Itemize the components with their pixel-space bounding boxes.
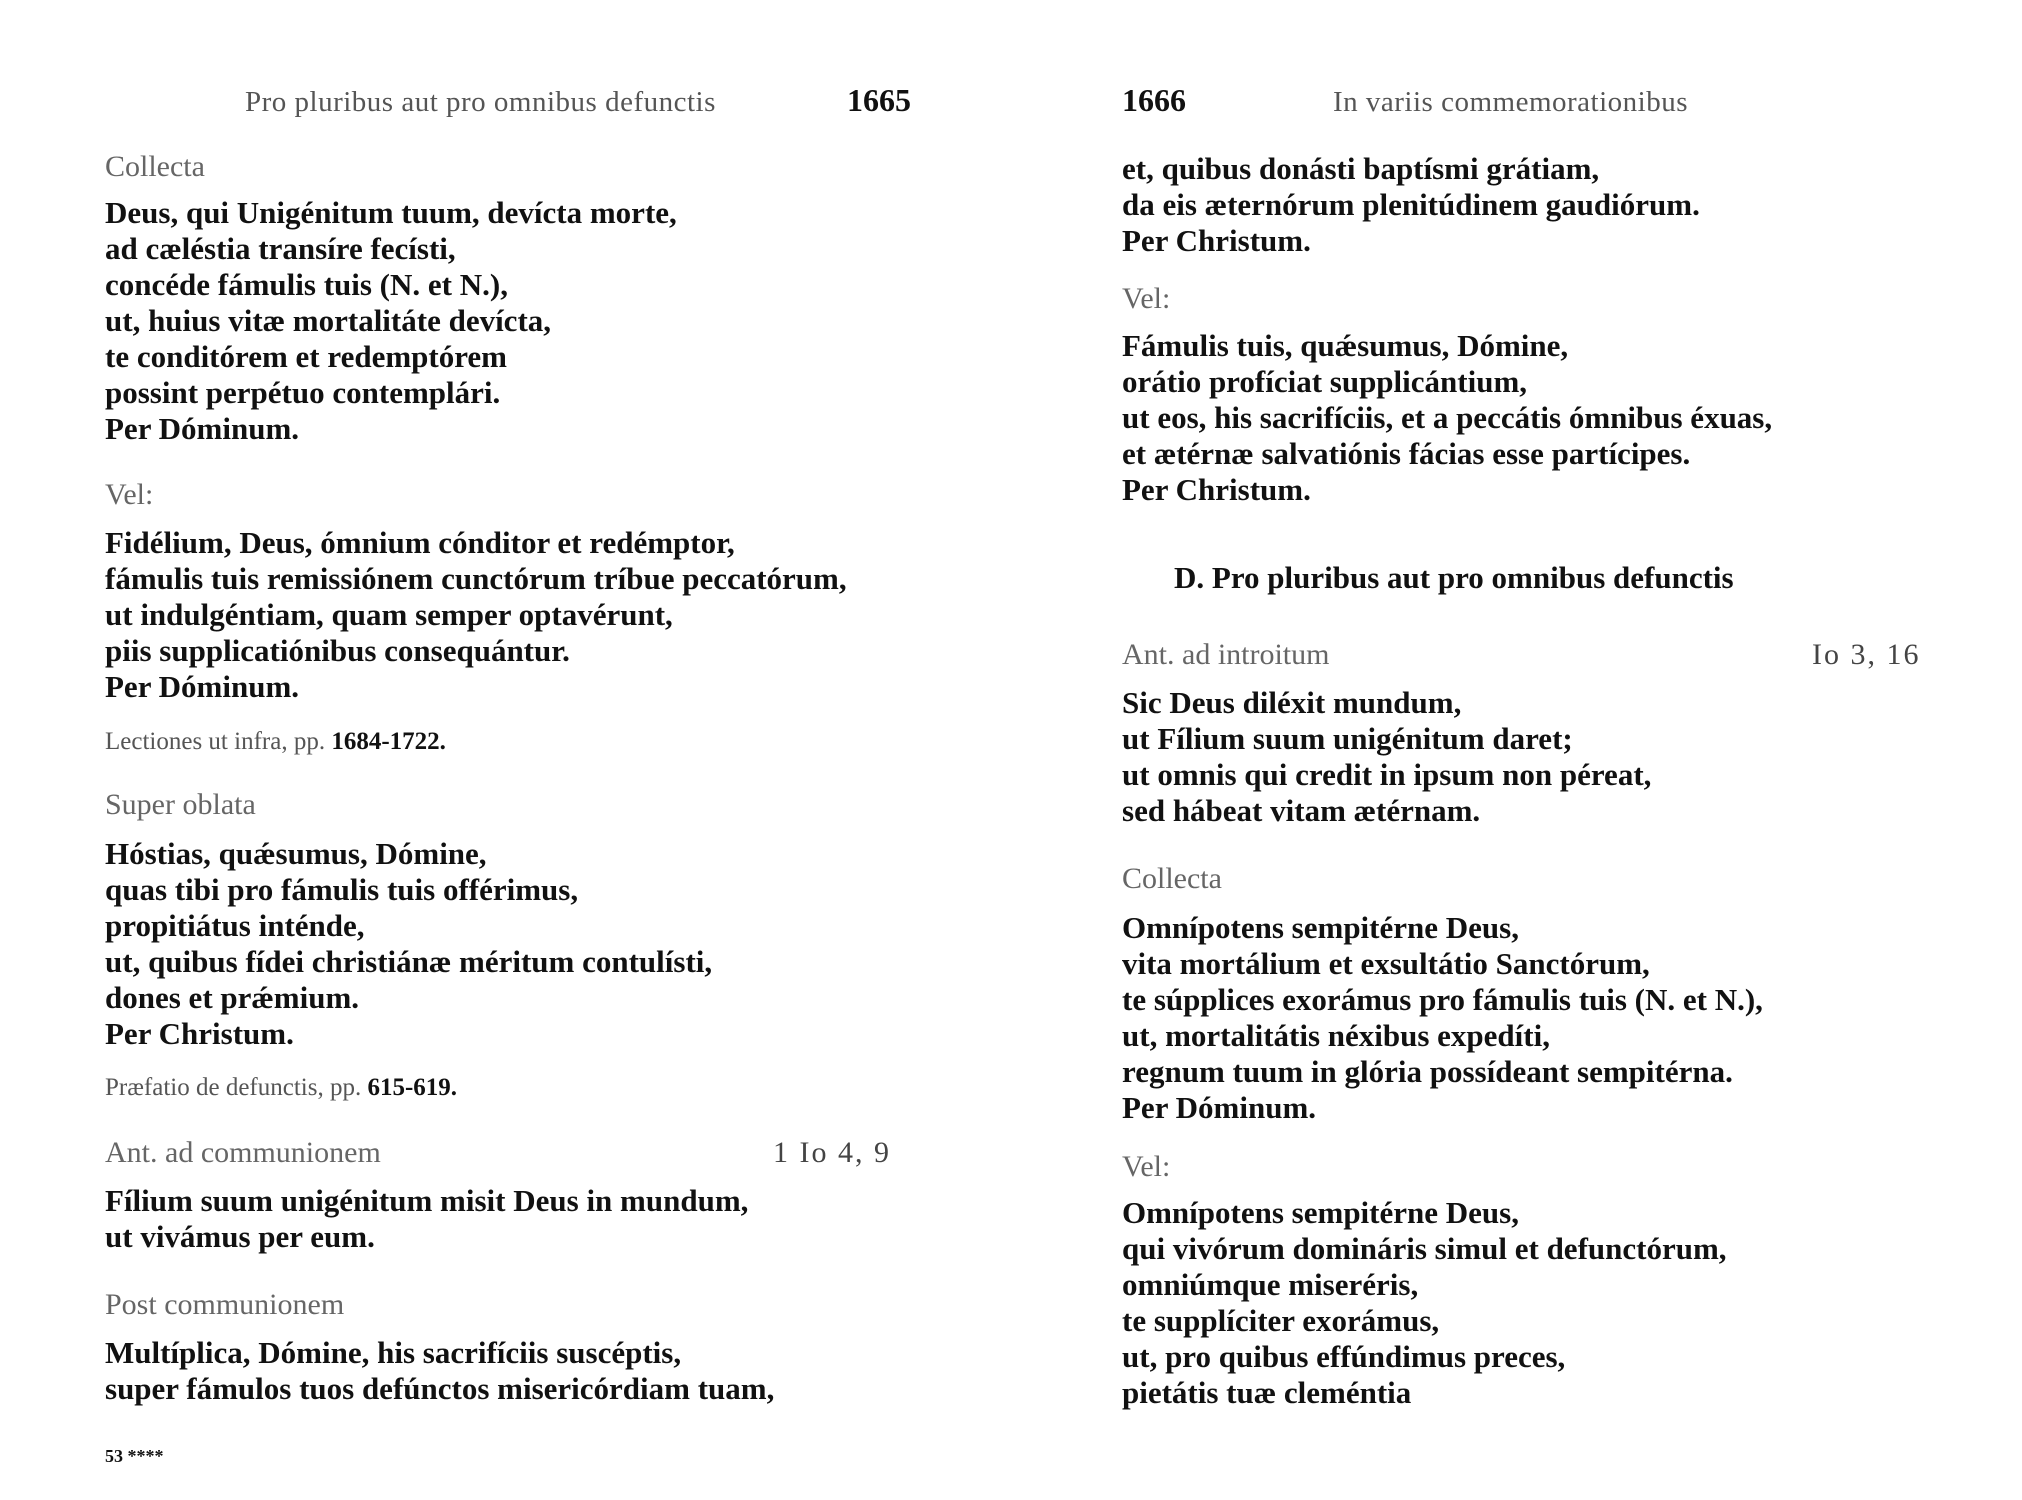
- text-line: omniúmque miseréris,: [1122, 1267, 1419, 1302]
- text-line: possint perpétuo contemplári.: [105, 375, 501, 410]
- text-line: da eis æternórum plenitúdinem gaudiórum.: [1122, 187, 1700, 222]
- vel-text: [105, 525, 847, 705]
- communio-text: [105, 1183, 748, 1255]
- text-line: qui vivórum domináris simul et defunctórum,: [1122, 1231, 1727, 1266]
- text-line: Hóstias, quǽsumus, Dómine,: [105, 836, 487, 871]
- rubric-pages: 615-619.: [367, 1074, 458, 1101]
- text-line: Omnípotens sempitérne Deus,: [1122, 910, 1519, 945]
- text-line: Per Christum.: [105, 1016, 294, 1051]
- text-line: Sic Deus diléxit mundum,: [1122, 685, 1462, 720]
- text-line: Fidélium, Deus, ómnium cónditor et redémptor,: [105, 525, 735, 560]
- text-line: sed hábeat vitam ætérnam.: [1122, 793, 1481, 828]
- lectiones-rubric: [105, 728, 446, 756]
- text-line: pietátis tuæ cleméntia: [1122, 1375, 1412, 1410]
- text-line: super fámulos tuos defúnctos misericórdiam tuam,: [105, 1371, 775, 1406]
- rubric-text: Lectiones ut infra, pp.: [105, 728, 326, 755]
- page-number: 1666: [1122, 82, 1186, 118]
- text-line: Multíplica, Dómine, his sacrifíciis suscéptis,: [105, 1335, 682, 1370]
- text-line: dones et prǽmium.: [105, 980, 360, 1015]
- collecta-text: [105, 195, 677, 447]
- post-communionem-label: Post communionem: [105, 1288, 345, 1321]
- post-communionem-text: [105, 1335, 774, 1407]
- communio-reference: 1 Io 4, 9: [773, 1136, 891, 1169]
- page-number: 1665: [847, 82, 911, 118]
- communio-label: Ant. ad communionem: [105, 1136, 381, 1169]
- text-line: te supplíciter exorámus,: [1122, 1303, 1440, 1338]
- running-head: In variis commemorationibus: [1333, 86, 1688, 118]
- text-line: Per Dóminum.: [105, 411, 300, 446]
- text-line: te súpplices exorámus pro fámulis tuis (N. et N.),: [1122, 982, 1763, 1017]
- text-line: Omnípotens sempitérne Deus,: [1122, 1195, 1519, 1230]
- text-line: et, quibus donásti baptísmi grátiam,: [1122, 151, 1600, 186]
- text-line: Per Dóminum.: [105, 669, 300, 704]
- text-line: orátio profíciat supplicántium,: [1122, 364, 1528, 399]
- introitus-text: [1122, 685, 1651, 829]
- super-oblata-text: [105, 836, 712, 1052]
- vel-text: [1122, 328, 1772, 508]
- text-line: vita mortálium et exsultátio Sanctórum,: [1122, 946, 1650, 981]
- vel-label: Vel:: [1122, 282, 1171, 315]
- rubric-pages: 1684-1722.: [331, 728, 446, 755]
- introitus-reference: Io 3, 16: [1812, 638, 1921, 671]
- text-line: te conditórem et redemptórem: [105, 339, 508, 374]
- collecta-label: Collecta: [1122, 862, 1222, 895]
- collecta-text: [1122, 910, 1763, 1126]
- text-line: ut omnis qui credit in ipsum non péreat,: [1122, 757, 1652, 792]
- text-line: et ætérnæ salvatiónis fácias esse partícipes.: [1122, 436, 1691, 471]
- text-line: fámulis tuis remissiónem cunctórum tríbue peccatórum,: [105, 561, 847, 596]
- rubric-text: Præfatio de defunctis, pp.: [105, 1074, 362, 1101]
- text-line: Per Dóminum.: [1122, 1090, 1317, 1125]
- continued-text: [1122, 151, 1700, 259]
- text-line: ut indulgéntiam, quam semper optavérunt,: [105, 597, 673, 632]
- text-line: regnum tuum in glória possídeant sempitérna.: [1122, 1054, 1733, 1089]
- praefatio-rubric: [105, 1074, 457, 1102]
- text-line: propitiátus inténde,: [105, 908, 365, 943]
- running-head: Pro pluribus aut pro omnibus defunctis: [245, 86, 716, 118]
- text-line: Deus, qui Unigénitum tuum, devícta morte,: [105, 195, 677, 230]
- vel-text: [1122, 1195, 1727, 1411]
- text-line: quas tibi pro fámulis tuis offérimus,: [105, 872, 579, 907]
- text-line: Fámulis tuis, quǽsumus, Dómine,: [1122, 328, 1569, 363]
- text-line: ut, pro quibus effúndimus preces,: [1122, 1339, 1566, 1374]
- text-line: concéde fámulis tuis (N. et N.),: [105, 267, 508, 302]
- text-line: Fílium suum unigénitum misit Deus in mundum,: [105, 1183, 749, 1218]
- vel-label: Vel:: [1122, 1150, 1171, 1183]
- vel-label: Vel:: [105, 478, 154, 511]
- text-line: ad cæléstia transíre fecísti,: [105, 231, 456, 266]
- text-line: piis supplicatiónibus consequántur.: [105, 633, 570, 668]
- text-line: ut Fílium suum unigénitum daret;: [1122, 721, 1573, 756]
- text-line: ut, mortalitátis néxibus expedíti,: [1122, 1018, 1550, 1053]
- text-line: Per Christum.: [1122, 223, 1311, 258]
- section-heading: D. Pro pluribus aut pro omnibus defunctis: [1174, 560, 1734, 595]
- introitus-label: Ant. ad introitum: [1122, 638, 1330, 671]
- text-line: ut, quibus fídei christiánæ méritum contulísti,: [105, 944, 713, 979]
- collecta-label: Collecta: [105, 150, 205, 183]
- text-line: ut vivámus per eum.: [105, 1219, 375, 1254]
- super-oblata-label: Super oblata: [105, 788, 256, 821]
- signature-mark: 53 ****: [105, 1446, 164, 1466]
- text-line: ut eos, his sacrifíciis, et a peccátis ómnibus éxuas,: [1122, 400, 1773, 435]
- text-line: ut, huius vitæ mortalitáte devícta,: [105, 303, 552, 338]
- text-line: Per Christum.: [1122, 472, 1311, 507]
